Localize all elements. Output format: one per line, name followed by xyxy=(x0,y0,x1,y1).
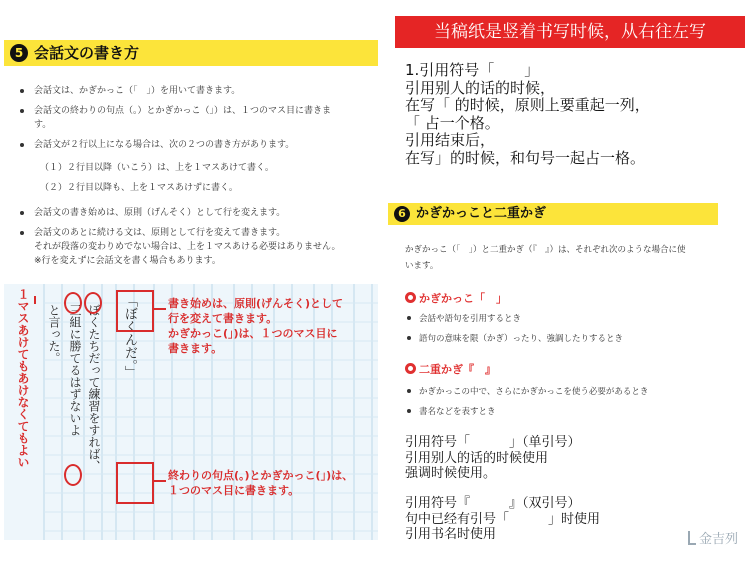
bullet-icon xyxy=(20,231,24,235)
arrow-line xyxy=(34,296,36,304)
highlight-circle xyxy=(64,292,82,314)
highlight-circle xyxy=(84,292,102,314)
subsection-nijukagi: 二重かぎ『 』 xyxy=(405,361,496,377)
ring-icon xyxy=(405,363,416,374)
subsection-kagikakko: かぎかっこ「 」 xyxy=(405,290,507,306)
highlight-box xyxy=(116,290,154,332)
genko-column: 三組に勝てるはずないよ xyxy=(68,304,82,436)
section-6-header xyxy=(388,203,718,225)
genko-column: 「ぼくんだ。」 xyxy=(122,294,137,379)
chinese-note-1: 1.引用符号「 」 引用别人的话的时候， 在写「 的时候，原则上要重起一列， 「 占一个格。 引用结束后， 在写」的时候，和句号一起占一格。 xyxy=(405,61,650,167)
ring-icon xyxy=(405,292,416,303)
section-5-title: 会話文の書き方 xyxy=(34,44,140,62)
genko-column: と言った。 xyxy=(47,304,61,364)
logo-icon xyxy=(688,531,696,545)
bullet-icon xyxy=(407,409,411,413)
bullet-icon xyxy=(407,316,411,320)
callout-top: 書き始めは、原則(げんそく)として 行を変えて書きます。 かぎかっこ(」)は、１つのマス目に 書きます。 xyxy=(168,297,344,355)
bullet-icon xyxy=(20,109,24,113)
bullet-icon xyxy=(407,389,411,393)
section-5-header xyxy=(4,40,378,66)
red-banner: 当稿纸是竖着书写时候，从右往左写 xyxy=(395,16,745,48)
connector-line xyxy=(154,308,166,310)
genko-paper-example xyxy=(4,284,378,540)
section-6-number: 6 xyxy=(394,206,410,222)
left-panel: 5 会話文の書き方 会話文は、かぎかっこ（「 」）を用いて書きます。 会話文の終わりの句点（。）とかぎかっこ（」）は、１つのマス目に書きま す。 会話文が２行以上になる場合は、次の２つの書き方があります。 （１）２行目以降（いこう）は、上を１マスあけて書く。 （２）２行目以降も、上を１マスあけずに書く。 会話文の書き始めは、原則（げんそく）として行を変えます。 会話文のあとに続ける文は、原則として行を変えて書きます。 それが段落の変わりめでない場合は、上を１マスあける必要はありません。 ※行を変えずに会話文を書く場合もあります。 １マスあけてもあけなくてもよい と言った。 三組に勝てるはずないよ ぼくたちだって練習をすれば、 「ぼくんだ。」 書き始めは、原則(げんそく)として 行を変えて書きます。 かぎかっこ(」)は、１つのマス目に 書きます。 終わりの句点(。)とかぎかっこ(」)は、 １つのマス目に書きます。 xyxy=(0,0,378,562)
section-6-intro: かぎかっこ（「 」）と二重かぎ（『 』）は、それぞれ次のような場合に使 います。 xyxy=(405,245,686,271)
callout-bottom: 終わりの句点(。)とかぎかっこ(」)は、 １つのマス目に書きます。 xyxy=(168,469,354,497)
watermark-logo: 金吉列 xyxy=(688,528,738,547)
bullet-icon xyxy=(20,211,24,215)
chinese-note-2: 引用符号「 」（单引号） 引用别人的话的时候使用 强调时候使用。 xyxy=(405,435,581,481)
highlight-box xyxy=(116,462,154,504)
bullet-icon xyxy=(20,89,24,93)
bullet-icon xyxy=(20,143,24,147)
section-5-number: 5 xyxy=(10,44,28,62)
chinese-note-3: 引用符号『 』（双引号） 句中已经有引号「 」时使用 引用书名时使用 xyxy=(405,496,601,542)
indent-note: １マスあけてもあけなくてもよい xyxy=(16,288,30,468)
bullet-icon xyxy=(407,336,411,340)
highlight-circle xyxy=(64,464,82,486)
connector-line xyxy=(154,480,166,482)
genko-column: ぼくたちだって練習をすれば、 xyxy=(87,304,101,472)
section-6-title: かぎかっこと二重かぎ xyxy=(416,206,547,221)
